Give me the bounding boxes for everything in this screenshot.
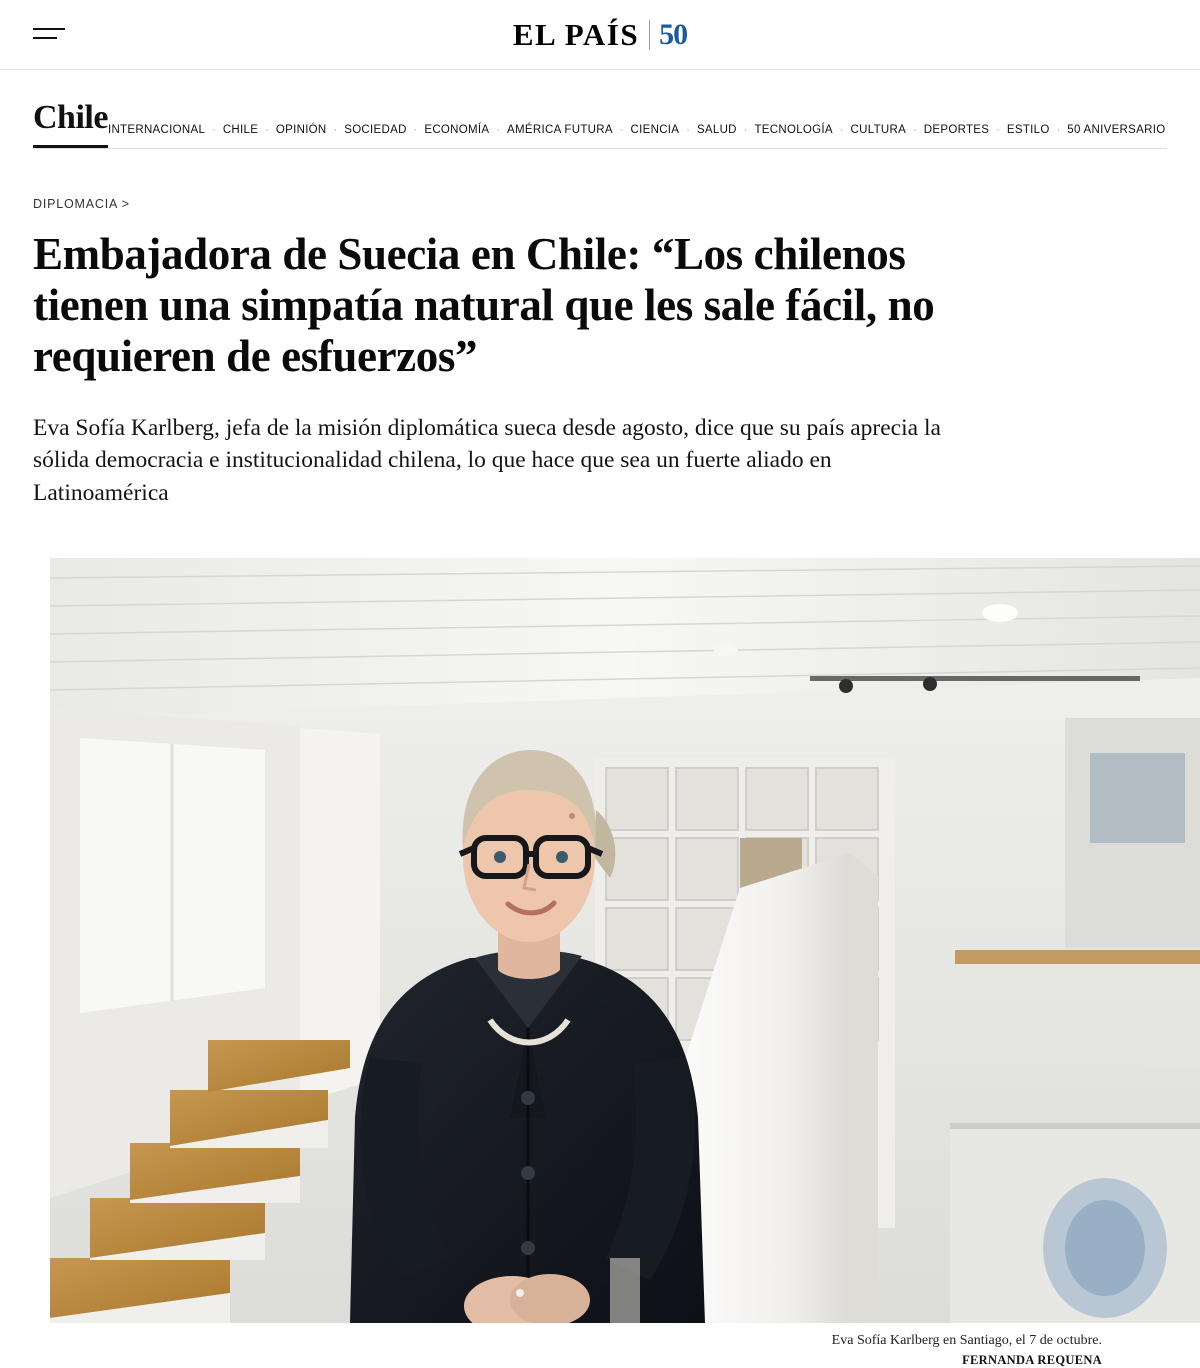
nav-item-sociedad[interactable]: SOCIEDAD <box>344 124 407 136</box>
edition-nav-row <box>0 70 1200 148</box>
article-kicker-label: DIPLOMACIA <box>33 197 118 211</box>
nav-separator: · <box>686 124 690 136</box>
article-figure <box>25 558 1127 1368</box>
nav-divider <box>33 148 1167 149</box>
nav-item-deportes[interactable]: DEPORTES <box>923 124 990 136</box>
nav-item-estilo[interactable]: ESTILO <box>1006 124 1050 136</box>
figure-caption: Eva Sofía Karlberg en Santiago, el 7 de octubre. <box>831 1332 1102 1348</box>
hamburger-icon[interactable] <box>33 20 65 46</box>
nav-item-chile[interactable]: CHILE <box>222 124 259 136</box>
nav-item-50-aniversario[interactable]: 50 ANIVERSARIO <box>1067 124 1166 136</box>
nav-separator: · <box>743 124 748 136</box>
nav-item-opinion[interactable]: OPINIÓN <box>275 124 327 136</box>
logo-divider <box>649 20 650 50</box>
masthead-logo[interactable] <box>513 17 687 53</box>
figure-credit: FERNANDA REQUENA <box>962 1352 1102 1367</box>
edition-title[interactable]: Chile <box>33 99 108 148</box>
hamburger-line-1 <box>33 28 65 30</box>
nav-item-salud[interactable]: SALUD <box>696 124 737 136</box>
nav-separator: · <box>996 124 1000 136</box>
nav-item-ciencia[interactable]: CIENCIA <box>630 124 680 136</box>
nav-item-internacional[interactable]: INTERNACIONAL <box>107 124 206 136</box>
nav-separator: · <box>265 124 269 136</box>
nav-separator: · <box>413 124 418 136</box>
site-header <box>0 0 1200 70</box>
article-photo <box>50 558 1200 1323</box>
article-headline: Embajadora de Suecia en Chile: “Los chilenos tienen una simpatía natural que les sale fácil, no requieren de esfuerzos” <box>33 229 935 381</box>
hamburger-line-2 <box>33 37 57 39</box>
brand-wordmark: EL PAÍS <box>512 16 640 52</box>
nav-item-economia[interactable]: ECONOMÍA <box>424 124 490 136</box>
nav-item-tecnologia[interactable]: TECNOLOGÍA <box>754 124 833 136</box>
article-standfirst: Eva Sofía Karlberg, jefa de la misión diplomática sueca desde agosto, dice que su país aprecia la sólida democracia e institucionalidad chilena, lo que hace que sea un fuerte aliado en Latinoamérica <box>33 414 941 506</box>
nav-separator: · <box>333 124 338 136</box>
nav-separator: · <box>1056 124 1061 136</box>
nav-separator: · <box>913 124 917 136</box>
nav-item-america-futura[interactable]: AMÉRICA FUTURA <box>507 124 613 136</box>
nav-separator: · <box>839 124 844 136</box>
chevron-right-icon: > <box>121 197 130 211</box>
anniversary-logo: 50 <box>659 17 688 51</box>
primary-nav <box>108 124 1169 148</box>
nav-separator: · <box>212 124 216 136</box>
nav-separator: · <box>619 124 624 136</box>
nav-separator: · <box>496 124 501 136</box>
nav-item-cultura[interactable]: CULTURA <box>850 124 907 136</box>
article <box>0 197 1200 1368</box>
article-kicker[interactable] <box>33 197 1167 211</box>
